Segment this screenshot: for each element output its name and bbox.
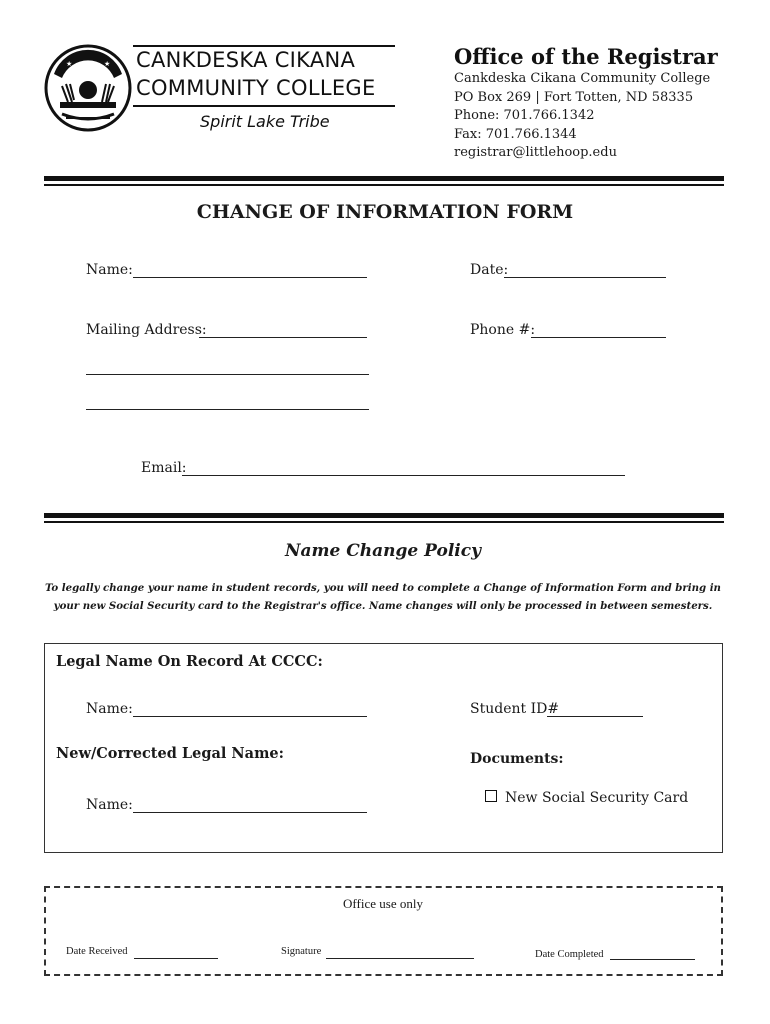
policy-divider-thick: [44, 513, 724, 518]
date-completed-label: Date Completed: [535, 949, 604, 960]
college-name-top-rule: [133, 45, 395, 47]
legal-name-label: Name:: [86, 701, 133, 717]
date-completed-field[interactable]: [610, 958, 695, 960]
documents-label: Documents:: [470, 751, 564, 767]
policy-divider-thin: [44, 521, 724, 523]
college-seal-logo: [44, 44, 132, 132]
college-name-line1: CANKDESKA CIKANA: [136, 48, 356, 72]
header-divider-thick: [44, 176, 724, 181]
student-id-field[interactable]: [547, 715, 643, 717]
address-line: Fax: 701.766.1344: [454, 126, 577, 142]
legal-name-field[interactable]: [133, 715, 367, 717]
tribe-name: Spirit Lake Tribe: [200, 112, 330, 131]
date-received-field[interactable]: [134, 957, 218, 959]
ssc-checkbox-label: New Social Security Card: [505, 790, 689, 806]
address-line: PO Box 269 | Fort Totten, ND 58335: [454, 89, 694, 105]
office-use-title: Office use only: [343, 896, 423, 911]
date-received-label: Date Received: [66, 946, 128, 957]
phone-label: Phone #:: [470, 322, 536, 338]
policy-text-line1: To legally change your name in student records, you will need to complete a Change of Information Form and bring in: [45, 582, 721, 594]
svg-text:★: ★: [104, 60, 111, 68]
student-id-label: Student ID#: [470, 701, 560, 717]
ssc-checkbox[interactable]: [485, 790, 497, 802]
mailing-address-label: Mailing Address:: [86, 322, 207, 338]
svg-text:★: ★: [66, 60, 73, 68]
signature-field[interactable]: [326, 957, 474, 959]
address-line: Phone: 701.766.1342: [454, 108, 595, 123]
email-label: Email:: [141, 460, 187, 476]
office-title: Office of the Registrar: [454, 44, 718, 69]
email-field[interactable]: [182, 474, 625, 476]
date-field[interactable]: [504, 276, 666, 278]
policy-title: Name Change Policy: [285, 541, 481, 561]
form-title: CHANGE OF INFORMATION FORM: [196, 201, 574, 223]
date-label: Date:: [470, 262, 509, 278]
header-divider-thin: [44, 184, 724, 186]
legal-name-heading: Legal Name On Record At CCCC:: [56, 653, 323, 670]
mailing-address-field[interactable]: [199, 336, 367, 338]
registrar-email[interactable]: registrar@littlehoop.edu: [454, 145, 617, 160]
new-name-field[interactable]: [133, 811, 367, 813]
new-name-heading: New/Corrected Legal Name:: [56, 745, 284, 762]
signature-label: Signature: [281, 946, 322, 957]
college-name-line2: COMMUNITY COLLEGE: [136, 76, 376, 100]
policy-text-line2: your new Social Security card to the Registrar's office. Name changes will only be processed in between semesters.: [53, 600, 713, 612]
name-field[interactable]: [133, 276, 367, 278]
new-name-label: Name:: [86, 797, 133, 813]
college-name-bottom-rule: [133, 105, 395, 107]
mailing-address-line3[interactable]: [86, 408, 369, 410]
phone-field[interactable]: [531, 336, 666, 338]
registrar-address: [454, 70, 710, 163]
svg-text:★ ★ ★: ★ ★ ★: [74, 65, 98, 73]
mailing-address-line2[interactable]: [86, 373, 369, 375]
address-line: Cankdeska Cikana Community College: [454, 71, 711, 86]
name-label: Name:: [86, 262, 133, 278]
